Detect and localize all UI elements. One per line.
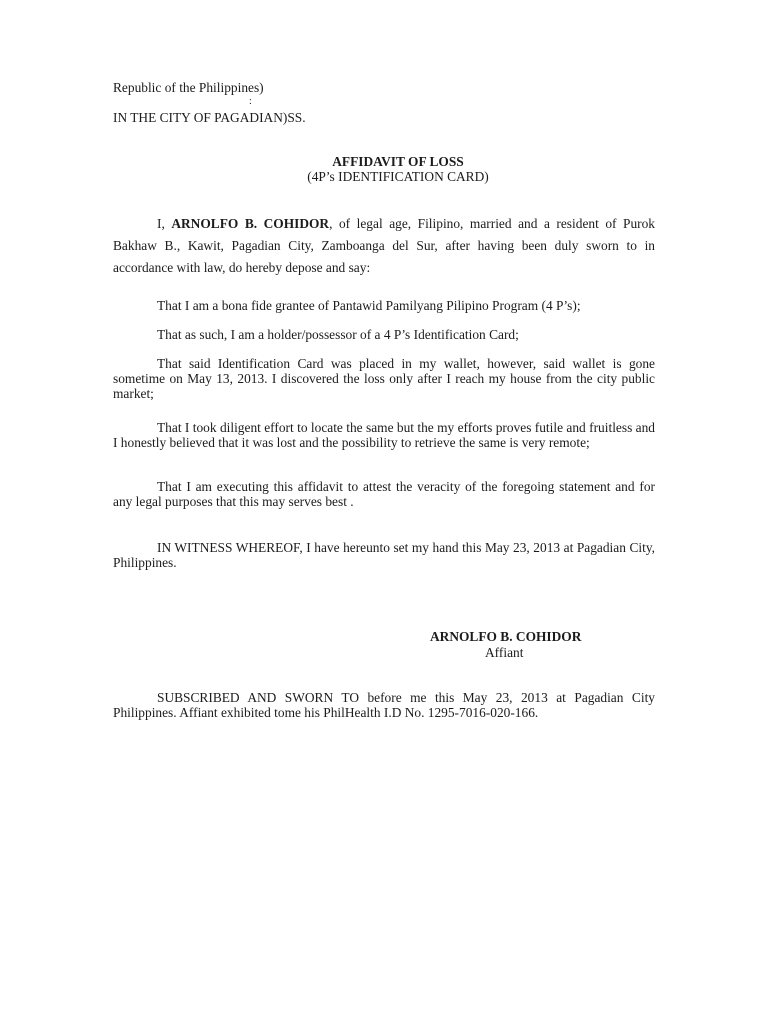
venue-city: IN THE CITY OF PAGADIAN)SS. (113, 110, 306, 125)
statement-paragraph-2: That as such, I am a holder/possessor of a 4 P’s Identification Card; (157, 327, 519, 342)
intro-prefix: I, (157, 216, 172, 231)
statement-paragraph-4: That I took diligent effort to locate the same but the my efforts proves futile and fruitless and I honestly believed that it was lost and the possibility to retrieve the same is very remote; (113, 420, 655, 450)
jurat-paragraph: SUBSCRIBED AND SWORN TO before me this May 23, 2013 at Pagadian City Philippines. Affiant exhibited tome his PhilHealth I.D No. 1295-7016-020-166. (113, 690, 655, 720)
signature-role: Affiant (485, 645, 524, 660)
affiant-name-inline: ARNOLFO B. COHIDOR (171, 216, 330, 231)
statement-paragraph-3: That said Identification Card was placed in my wallet, however, said wallet is gone sometime on May 13, 2013. I discovered the loss only after I reach my house from the city public market; (113, 356, 655, 401)
document-subtitle: (4P’s IDENTIFICATION CARD) (307, 169, 489, 184)
statement-paragraph-5: That I am executing this affidavit to attest the veracity of the foregoing statement and for any legal purposes that this may serves best . (113, 479, 655, 509)
intro-text: , of legal age, Filipino, married and a resident of Purok Bakhaw B., Kawit, Pagadian City, Zamboanga del Sur, after having been duly sworn to in accordance with law, do hereby depose and say: (113, 216, 655, 275)
document-title: AFFIDAVIT OF LOSS (332, 154, 464, 169)
intro-paragraph (113, 213, 655, 279)
witness-paragraph: IN WITNESS WHEREOF, I have hereunto set my hand this May 23, 2013 at Pagadian City, Philippines. (113, 540, 655, 570)
venue-colon: : (249, 96, 252, 107)
venue-republic: Republic of the Philippines) (113, 80, 264, 95)
statement-paragraph-1: That I am a bona fide grantee of Pantawid Pamilyang Pilipino Program (4 P’s); (157, 298, 581, 313)
signature-name: ARNOLFO B. COHIDOR (430, 629, 582, 644)
